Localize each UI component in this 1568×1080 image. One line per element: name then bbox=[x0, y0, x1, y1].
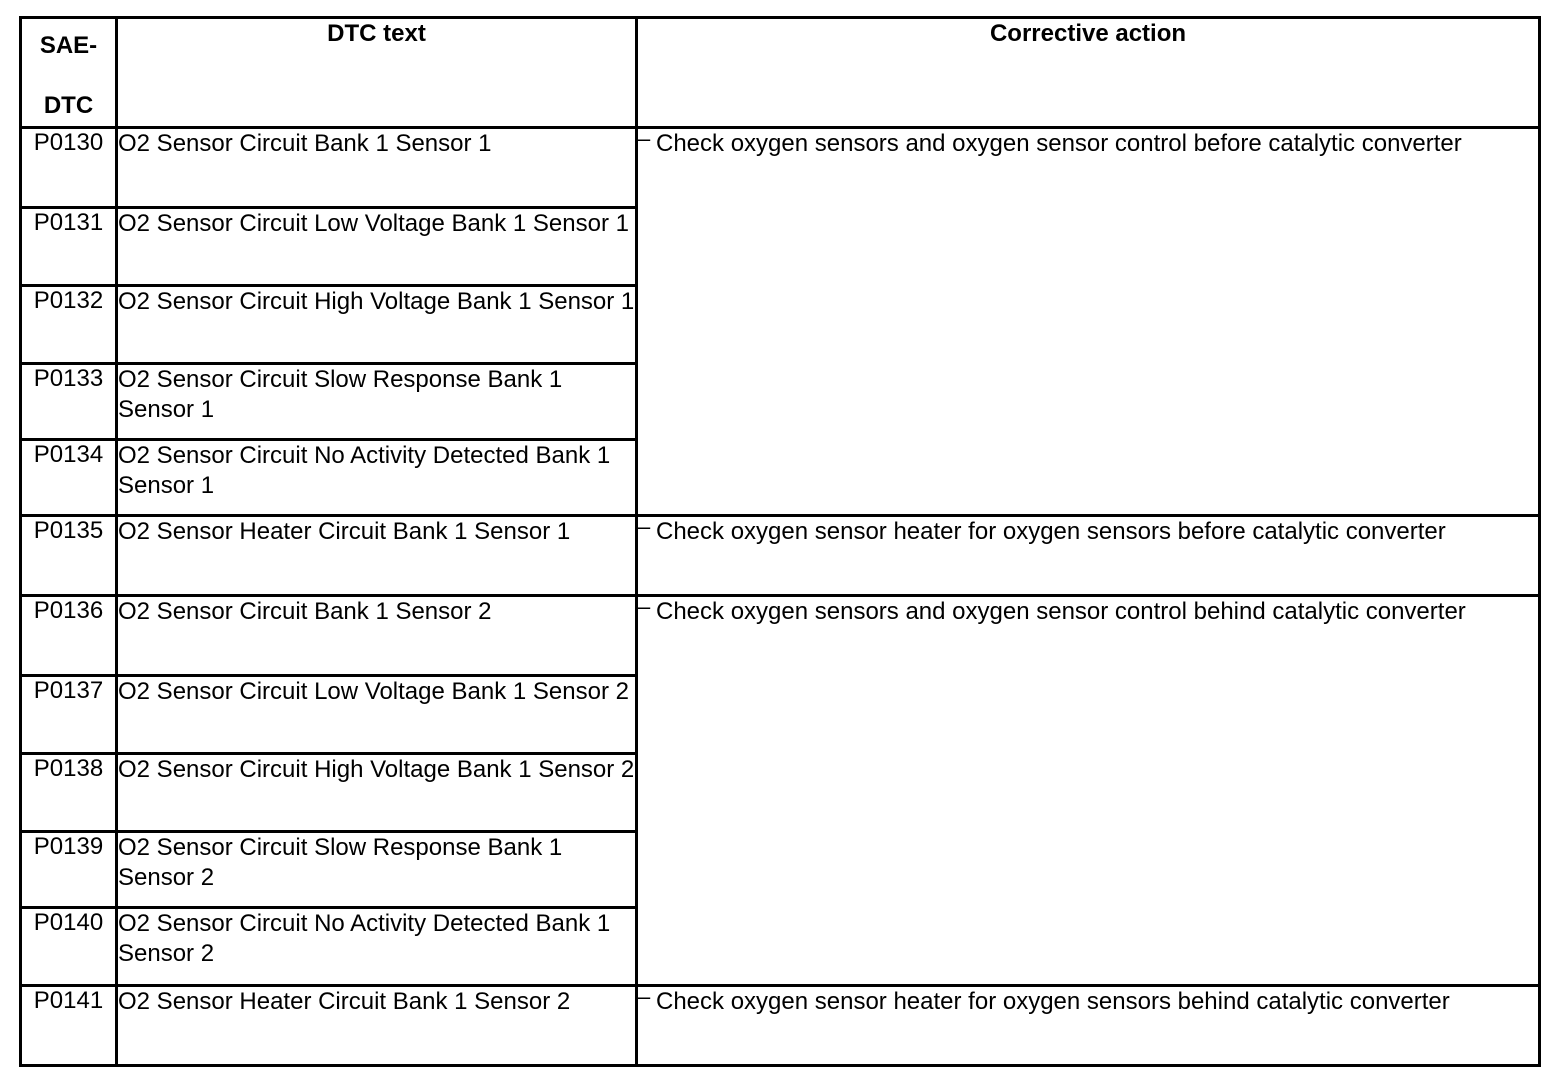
dtc-code: P0138 bbox=[21, 754, 117, 832]
table-row bbox=[21, 986, 1540, 1066]
dtc-table bbox=[19, 16, 1541, 1067]
corrective-action-item bbox=[638, 514, 1538, 547]
corrective-action-text: Check oxygen sensors and oxygen sensor control before catalytic converter bbox=[656, 130, 1462, 157]
dtc-text: O2 Sensor Circuit High Voltage Bank 1 Sensor 2 bbox=[117, 754, 637, 832]
dtc-code: P0137 bbox=[21, 676, 117, 754]
header-sae-dtc bbox=[21, 18, 117, 128]
dash-bullet: – bbox=[638, 984, 651, 1009]
header-dtc-text: DTC text bbox=[117, 18, 637, 128]
corrective-action-cell bbox=[637, 128, 1540, 516]
corrective-action-cell bbox=[637, 986, 1540, 1066]
table-header-row bbox=[21, 18, 1540, 128]
dash-bullet: – bbox=[638, 514, 651, 539]
dtc-text: O2 Sensor Circuit High Voltage Bank 1 Sensor 1 bbox=[117, 286, 637, 364]
table-row bbox=[21, 516, 1540, 596]
dtc-code: P0134 bbox=[21, 440, 117, 516]
table-row bbox=[21, 128, 1540, 208]
dtc-text: O2 Sensor Circuit Low Voltage Bank 1 Sensor 2 bbox=[117, 676, 637, 754]
dtc-code: P0132 bbox=[21, 286, 117, 364]
table-row bbox=[21, 596, 1540, 676]
corrective-action-item bbox=[638, 126, 1538, 159]
dtc-text: O2 Sensor Circuit Bank 1 Sensor 1 bbox=[117, 128, 637, 208]
corrective-action-item bbox=[638, 594, 1538, 627]
dtc-code: P0133 bbox=[21, 364, 117, 440]
corrective-action-cell bbox=[637, 516, 1540, 596]
dtc-text: O2 Sensor Circuit Slow Response Bank 1 Sensor 1 bbox=[117, 364, 637, 440]
dtc-code: P0131 bbox=[21, 208, 117, 286]
header-corrective-action: Corrective action bbox=[637, 18, 1540, 128]
header-sae-dtc-line1: SAE- bbox=[39, 32, 98, 59]
dtc-code: P0139 bbox=[21, 832, 117, 908]
dtc-text: O2 Sensor Circuit No Activity Detected Bank 1 Sensor 1 bbox=[117, 440, 637, 516]
dtc-code: P0135 bbox=[21, 516, 117, 596]
corrective-action-cell bbox=[637, 596, 1540, 986]
dtc-code: P0141 bbox=[21, 986, 117, 1066]
dash-bullet: – bbox=[638, 594, 651, 619]
dtc-text: O2 Sensor Circuit Slow Response Bank 1 Sensor 2 bbox=[117, 832, 637, 908]
header-sae-dtc-line2: DTC bbox=[43, 92, 94, 119]
dtc-text: O2 Sensor Heater Circuit Bank 1 Sensor 1 bbox=[117, 516, 637, 596]
dtc-code: P0130 bbox=[21, 128, 117, 208]
dtc-code: P0136 bbox=[21, 596, 117, 676]
corrective-action-item bbox=[638, 984, 1538, 1017]
corrective-action-text: Check oxygen sensor heater for oxygen sensors behind catalytic converter bbox=[656, 988, 1450, 1015]
dtc-text: O2 Sensor Circuit Low Voltage Bank 1 Sensor 1 bbox=[117, 208, 637, 286]
corrective-action-text: Check oxygen sensor heater for oxygen sensors before catalytic converter bbox=[656, 518, 1446, 545]
dtc-text: O2 Sensor Circuit Bank 1 Sensor 2 bbox=[117, 596, 637, 676]
corrective-action-text: Check oxygen sensors and oxygen sensor control behind catalytic converter bbox=[656, 598, 1466, 625]
dtc-text: O2 Sensor Heater Circuit Bank 1 Sensor 2 bbox=[117, 986, 637, 1066]
dtc-code: P0140 bbox=[21, 908, 117, 986]
dash-bullet: – bbox=[638, 126, 651, 151]
dtc-text: O2 Sensor Circuit No Activity Detected Bank 1 Sensor 2 bbox=[117, 908, 637, 986]
